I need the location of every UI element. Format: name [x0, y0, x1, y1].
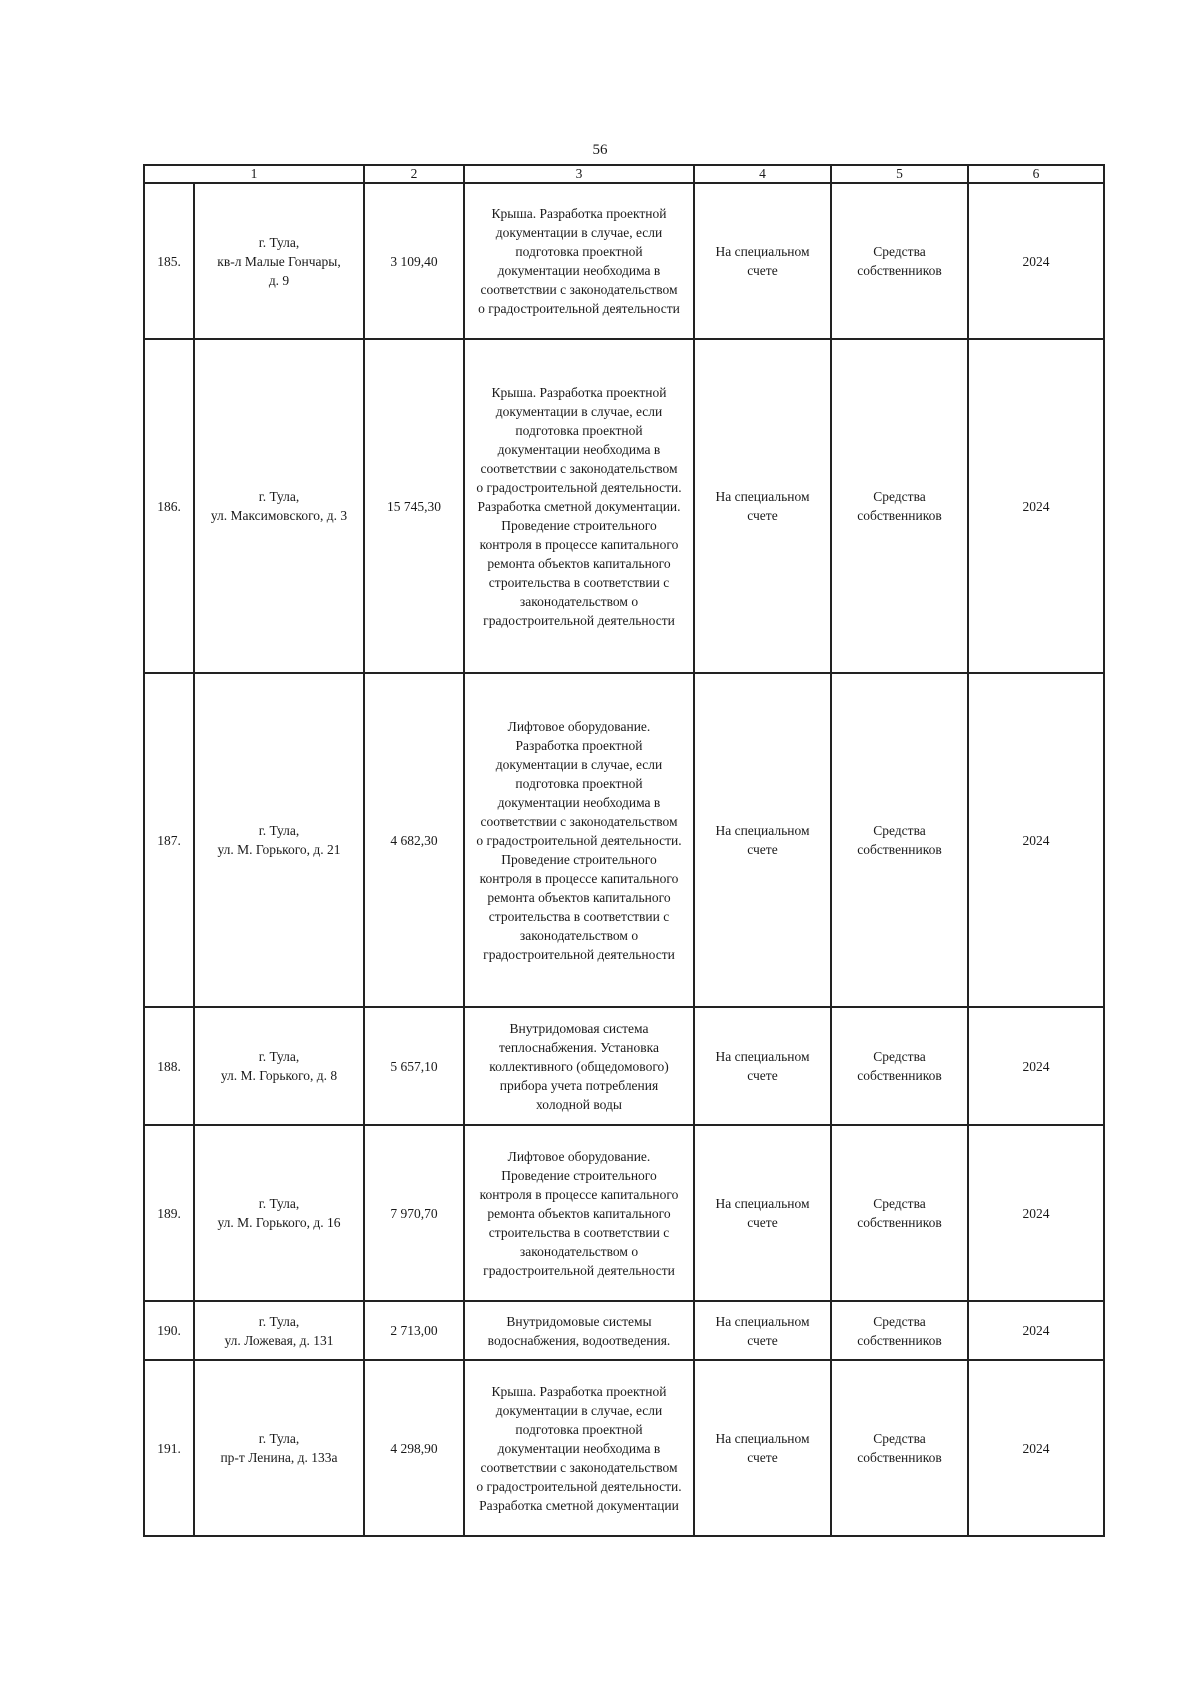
repair-program-table — [143, 164, 1105, 1537]
account-cell: На специальном счете — [694, 1125, 831, 1301]
table-row — [144, 339, 1104, 673]
year-cell: 2024 — [968, 339, 1104, 673]
row-number: 185. — [144, 183, 194, 339]
row-number: 189. — [144, 1125, 194, 1301]
funding-source-cell: Средства собственников — [831, 1301, 968, 1360]
account-cell: На специальном счете — [694, 1360, 831, 1536]
account-cell: На специальном счете — [694, 1301, 831, 1360]
amount-cell: 4 682,30 — [364, 673, 464, 1007]
work-type-cell: Крыша. Разработка проектной документации в случае, если подготовка проектной документации необходима в соответствии с законодательством о градостроительной деятельности. Разработка сметной документации. Проведение строительного контроля в процессе капитального ремонта объектов капитального строительства в соответствии с законодательством о градостроительной деятельности — [464, 339, 694, 673]
funding-source-cell: Средства собственников — [831, 1007, 968, 1125]
account-cell: На специальном счете — [694, 183, 831, 339]
address-cell: г. Тула, кв-л Малые Гончары, д. 9 — [194, 183, 364, 339]
amount-cell: 3 109,40 — [364, 183, 464, 339]
amount-cell: 5 657,10 — [364, 1007, 464, 1125]
account-cell: На специальном счете — [694, 1007, 831, 1125]
amount-cell: 2 713,00 — [364, 1301, 464, 1360]
row-number: 191. — [144, 1360, 194, 1536]
work-type-cell: Крыша. Разработка проектной документации в случае, если подготовка проектной документации необходима в соответствии с законодательством о градостроительной деятельности — [464, 183, 694, 339]
header-col-5: 5 — [831, 165, 968, 183]
year-cell: 2024 — [968, 183, 1104, 339]
address-cell: г. Тула, ул. М. Горького, д. 8 — [194, 1007, 364, 1125]
year-cell: 2024 — [968, 1007, 1104, 1125]
account-cell: На специальном счете — [694, 673, 831, 1007]
header-col-4: 4 — [694, 165, 831, 183]
amount-cell: 7 970,70 — [364, 1125, 464, 1301]
amount-cell: 15 745,30 — [364, 339, 464, 673]
funding-source-cell: Средства собственников — [831, 183, 968, 339]
address-cell: г. Тула, пр-т Ленина, д. 133а — [194, 1360, 364, 1536]
row-number: 187. — [144, 673, 194, 1007]
year-cell: 2024 — [968, 1360, 1104, 1536]
table-row — [144, 673, 1104, 1007]
work-type-cell: Внутридомовая система теплоснабжения. Установка коллективного (общедомового) прибора учета потребления холодной воды — [464, 1007, 694, 1125]
address-cell: г. Тула, ул. М. Горького, д. 21 — [194, 673, 364, 1007]
amount-cell: 4 298,90 — [364, 1360, 464, 1536]
year-cell: 2024 — [968, 1125, 1104, 1301]
work-type-cell: Крыша. Разработка проектной документации в случае, если подготовка проектной документации необходима в соответствии с законодательством о градостроительной деятельности. Разработка сметной документации — [464, 1360, 694, 1536]
table-row — [144, 1007, 1104, 1125]
account-cell: На специальном счете — [694, 339, 831, 673]
row-number: 188. — [144, 1007, 194, 1125]
header-col-2: 2 — [364, 165, 464, 183]
row-number: 190. — [144, 1301, 194, 1360]
header-col-1: 1 — [144, 165, 364, 183]
table-row — [144, 1125, 1104, 1301]
table-row — [144, 1301, 1104, 1360]
funding-source-cell: Средства собственников — [831, 1360, 968, 1536]
row-number: 186. — [144, 339, 194, 673]
year-cell: 2024 — [968, 1301, 1104, 1360]
address-cell: г. Тула, ул. Ложевая, д. 131 — [194, 1301, 364, 1360]
header-col-3: 3 — [464, 165, 694, 183]
funding-source-cell: Средства собственников — [831, 1125, 968, 1301]
funding-source-cell: Средства собственников — [831, 673, 968, 1007]
work-type-cell: Лифтовое оборудование. Проведение строительного контроля в процессе капитального ремонта объектов капитального строительства в соответствии с законодательством о градостроительной деятельности — [464, 1125, 694, 1301]
work-type-cell: Внутридомовые системы водоснабжения, водоотведения. — [464, 1301, 694, 1360]
funding-source-cell: Средства собственников — [831, 339, 968, 673]
header-row — [144, 165, 1104, 183]
address-cell: г. Тула, ул. М. Горького, д. 16 — [194, 1125, 364, 1301]
header-col-6: 6 — [968, 165, 1104, 183]
year-cell: 2024 — [968, 673, 1104, 1007]
page-number: 56 — [592, 142, 608, 158]
work-type-cell: Лифтовое оборудование. Разработка проектной документации в случае, если подготовка проектной документации необходима в соответствии с законодательством о градостроительной деятельности. Проведение строительного контроля в процессе капитального ремонта объектов капитального строительства в соответствии с законодательством о градостроительной деятельности — [464, 673, 694, 1007]
address-cell: г. Тула, ул. Максимовского, д. 3 — [194, 339, 364, 673]
table-row — [144, 1360, 1104, 1536]
table-row — [144, 183, 1104, 339]
